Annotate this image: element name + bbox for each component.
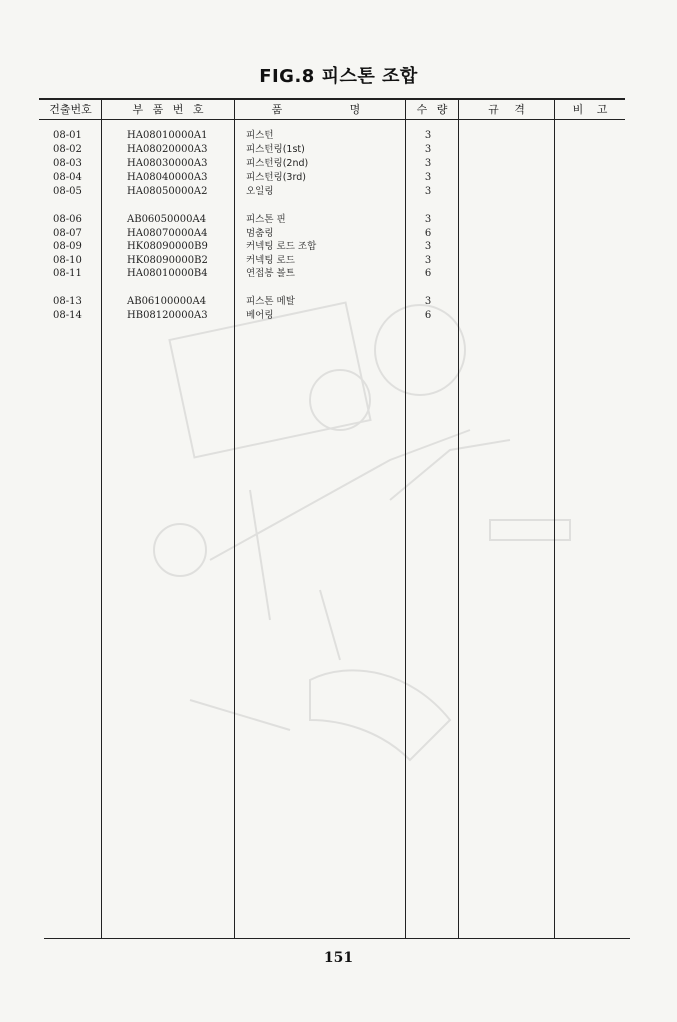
row-part: HA08010000B4: [127, 268, 208, 279]
row-no: 08-02: [53, 144, 82, 155]
row-qty: 6: [424, 310, 432, 321]
header-bottom-rule: [39, 119, 625, 120]
row-no: 08-03: [53, 158, 82, 169]
row-name: 오일링: [246, 186, 274, 197]
row-name: 멈춤링: [246, 228, 274, 239]
column-divider: [554, 99, 555, 939]
row-no: 08-06: [53, 214, 82, 225]
row-no: 08-14: [53, 310, 82, 321]
row-qty: 3: [424, 172, 432, 183]
row-part: HA08050000A2: [127, 186, 208, 197]
row-name: 커넥팅 로드: [246, 255, 295, 266]
table-bottom-rule: [44, 938, 630, 939]
row-no: 08-13: [53, 296, 82, 307]
column-divider: [405, 99, 406, 939]
row-name: 피스턴링(1st): [246, 144, 305, 155]
row-part: HA08040000A3: [127, 172, 208, 183]
row-qty: 3: [424, 130, 432, 141]
row-qty: 3: [424, 186, 432, 197]
row-qty: 6: [424, 268, 432, 279]
row-no: 08-09: [53, 241, 82, 252]
row-name: 피스톤 핀: [246, 214, 286, 225]
background-diagram: [90, 260, 590, 820]
table-top-rule: [39, 98, 625, 100]
row-name: 피스톤 메탈: [246, 296, 295, 307]
row-part: HA08070000A4: [127, 228, 208, 239]
header-spec: 규 격: [488, 103, 525, 116]
row-no: 08-07: [53, 228, 82, 239]
row-qty: 3: [424, 296, 432, 307]
row-name: 연접봉 볼트: [246, 268, 295, 279]
row-part: HA08020000A3: [127, 144, 208, 155]
row-part: HA08030000A3: [127, 158, 208, 169]
column-divider: [234, 99, 235, 939]
row-name: 커넥팅 로드 조합: [246, 241, 317, 252]
row-part: AB06100000A4: [127, 296, 207, 307]
row-qty: 6: [424, 228, 432, 239]
row-name: 피스턴: [246, 130, 274, 141]
header-name-right: 명: [349, 103, 361, 116]
row-part: HK08090000B9: [127, 241, 208, 252]
row-no: 08-01: [53, 130, 82, 141]
header-note: 비 고: [572, 103, 608, 116]
row-part: AB06050000A4: [127, 214, 207, 225]
header-name-left: 품: [271, 103, 283, 116]
row-no: 08-04: [53, 172, 82, 183]
row-qty: 3: [424, 214, 432, 225]
column-divider: [458, 99, 459, 939]
row-name: 피스턴링(2nd): [246, 158, 309, 169]
header-no: 건출번호: [49, 103, 92, 116]
row-qty: 3: [424, 144, 432, 155]
page-number: 151: [323, 950, 354, 966]
row-no: 08-10: [53, 255, 82, 266]
row-part: HA08010000A1: [127, 130, 208, 141]
row-qty: 3: [424, 241, 432, 252]
row-no: 08-05: [53, 186, 82, 197]
row-no: 08-11: [53, 268, 82, 279]
row-part: HB08120000A3: [127, 310, 208, 321]
row-qty: 3: [424, 255, 432, 266]
row-part: HK08090000B2: [127, 255, 208, 266]
column-divider: [101, 99, 102, 939]
row-name: 베어링: [246, 310, 274, 321]
header-part-number: 부 품 번 호: [132, 103, 204, 116]
page-title: FIG.8 피스톤 조합: [259, 66, 418, 87]
row-name: 피스턴링(3rd): [246, 172, 306, 183]
row-qty: 3: [424, 158, 432, 169]
header-qty: 수 량: [416, 103, 448, 116]
